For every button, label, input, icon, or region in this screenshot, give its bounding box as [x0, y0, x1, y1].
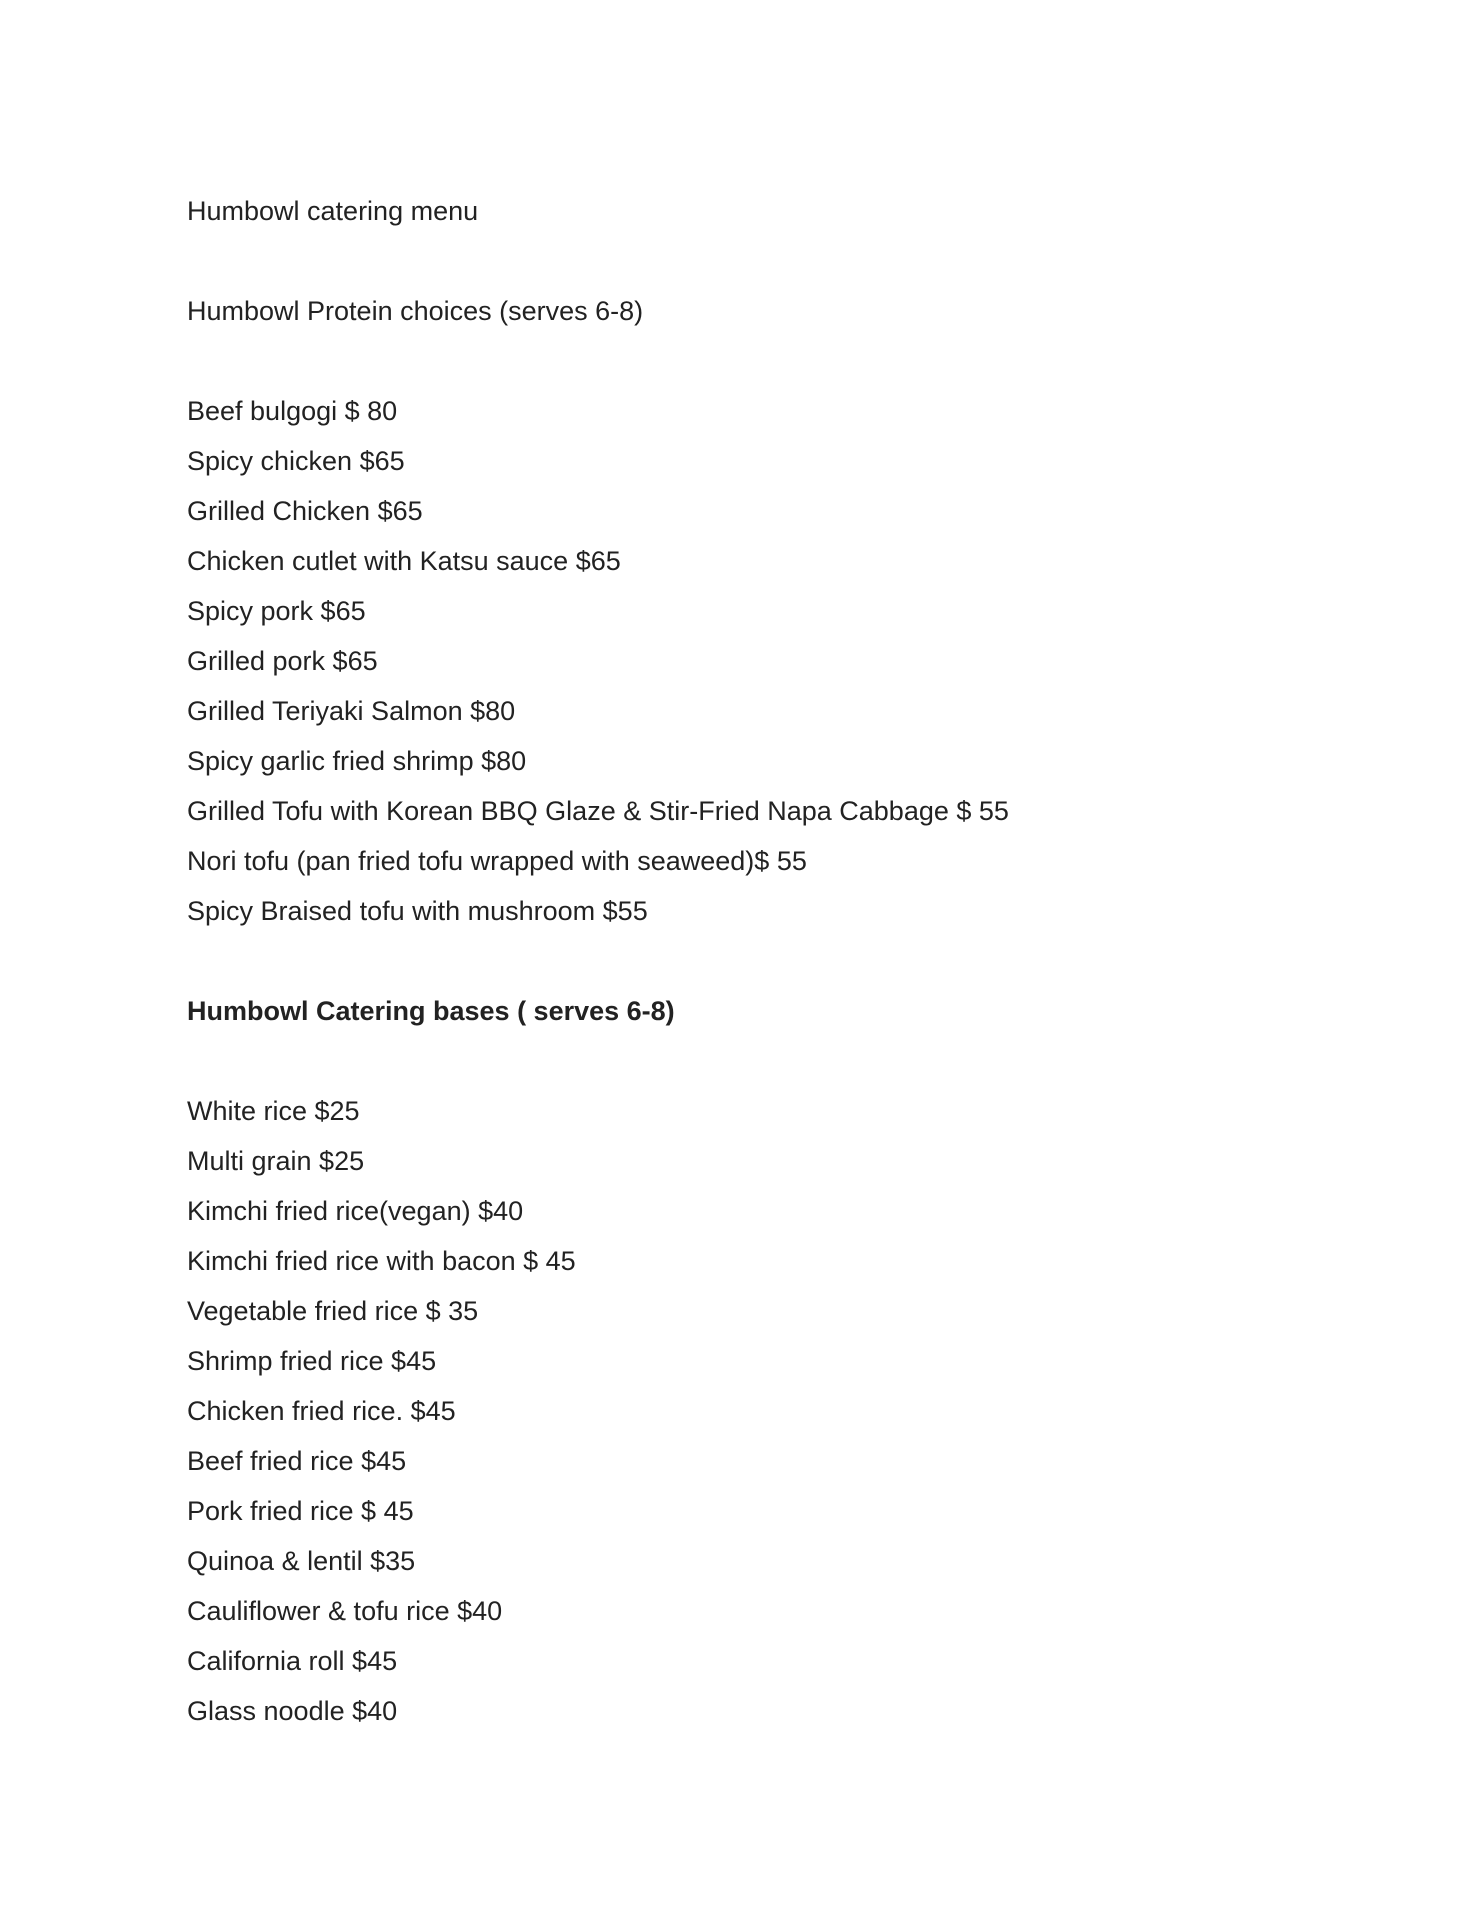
- protein-item: Spicy garlic fried shrimp $80: [187, 746, 527, 776]
- bases-list: [187, 1086, 1387, 1736]
- protein-item: Grilled Tofu with Korean BBQ Glaze & Stir-Fried Napa Cabbage $ 55: [187, 796, 1009, 826]
- base-item: Beef fried rice $45: [187, 1446, 407, 1476]
- spacer: [187, 936, 1387, 986]
- base-item: Kimchi fried rice(vegan) $40: [187, 1196, 524, 1226]
- base-item: Vegetable fried rice $ 35: [187, 1296, 479, 1326]
- protein-item: Grilled Teriyaki Salmon $80: [187, 696, 516, 726]
- menu-content: [187, 186, 1387, 1736]
- base-item: Kimchi fried rice with bacon $ 45: [187, 1246, 576, 1276]
- base-item: White rice $25: [187, 1096, 360, 1126]
- base-item: Pork fried rice $ 45: [187, 1496, 414, 1526]
- spacer: [187, 236, 1387, 286]
- base-item: Multi grain $25: [187, 1146, 365, 1176]
- protein-list: [187, 386, 1387, 936]
- protein-item: Spicy Braised tofu with mushroom $55: [187, 896, 648, 926]
- bases-section-heading: Humbowl Catering bases ( serves 6-8): [187, 996, 675, 1026]
- base-item: Quinoa & lentil $35: [187, 1546, 416, 1576]
- protein-item: Nori tofu (pan fried tofu wrapped with seaweed)$ 55: [187, 846, 807, 876]
- base-item: Shrimp fried rice $45: [187, 1346, 437, 1376]
- protein-item: Beef bulgogi $ 80: [187, 396, 398, 426]
- protein-item: Grilled pork $65: [187, 646, 378, 676]
- protein-item: Chicken cutlet with Katsu sauce $65: [187, 546, 621, 576]
- protein-item: Spicy chicken $65: [187, 446, 405, 476]
- protein-section-heading: Humbowl Protein choices (serves 6-8): [187, 296, 644, 326]
- base-item: Glass noodle $40: [187, 1696, 398, 1726]
- base-item: Cauliflower & tofu rice $40: [187, 1596, 503, 1626]
- document-title: Humbowl catering menu: [187, 196, 479, 226]
- base-item: California roll $45: [187, 1646, 398, 1676]
- base-item: Chicken fried rice. $45: [187, 1396, 456, 1426]
- protein-item: Spicy pork $65: [187, 596, 366, 626]
- spacer: [187, 1036, 1387, 1086]
- protein-item: Grilled Chicken $65: [187, 496, 423, 526]
- spacer: [187, 336, 1387, 386]
